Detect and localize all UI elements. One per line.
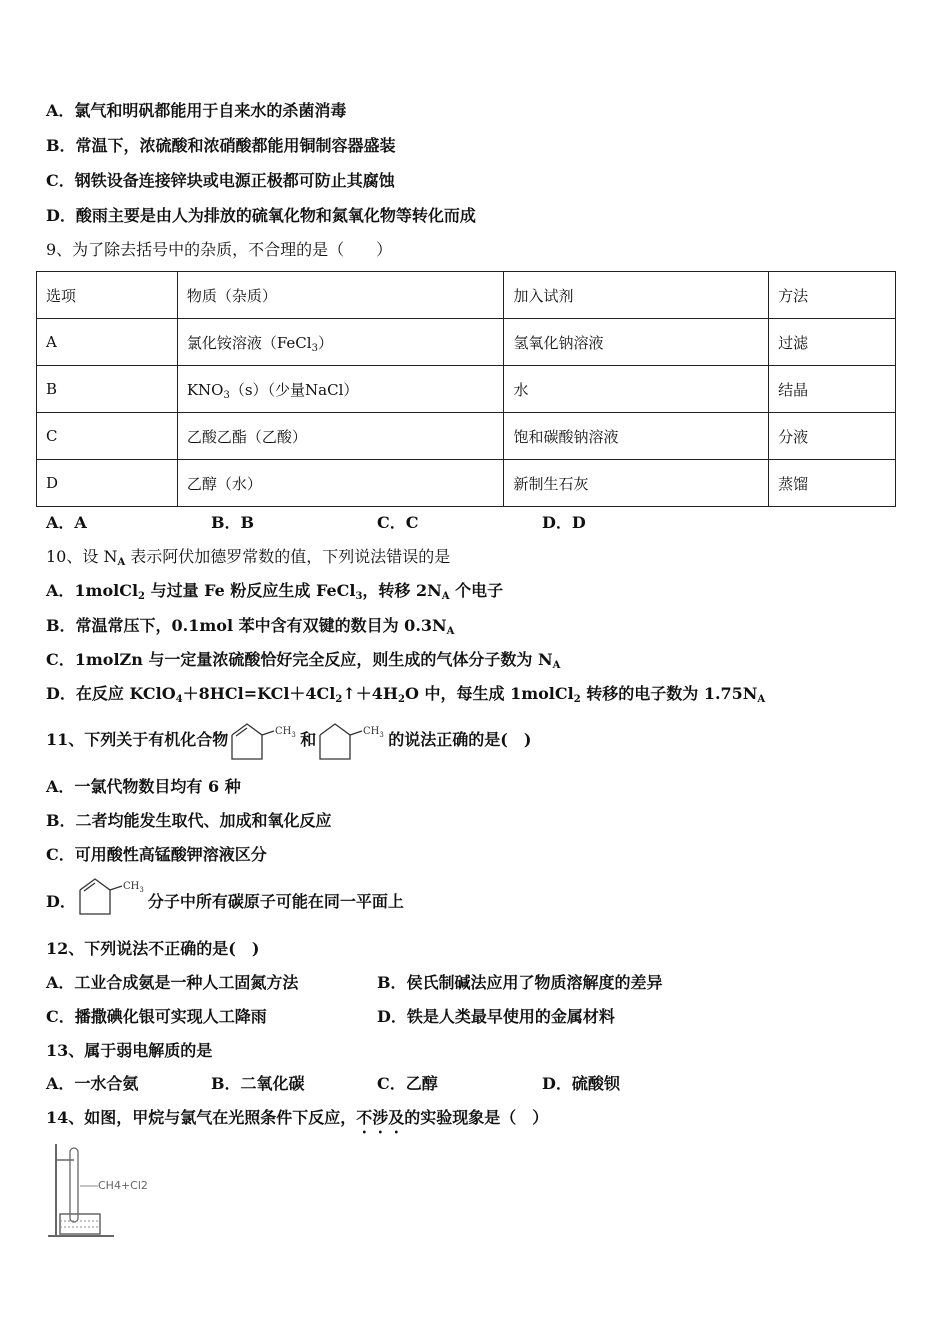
header-substance: 物质（杂质） <box>177 272 504 319</box>
svg-text:CH4+Cl2: CH4+Cl2 <box>98 1179 148 1192</box>
q9-choice-c: C．C <box>377 513 419 532</box>
table-row <box>37 319 896 366</box>
svg-text:CH3: $CH_3$ <box>275 725 297 739</box>
row-substance: 乙酸乙酯（乙酸） <box>177 413 504 460</box>
header-option: 选项 <box>37 272 178 319</box>
q8-option-b: B．常温下，浓硫酸和浓硝酸都能用铜制容器盛装 <box>46 136 396 155</box>
emphasis-not-involved: 不涉及 <box>356 1108 405 1127</box>
q12-option-d: D．铁是人类最早使用的金属材料 <box>377 1007 615 1026</box>
q9-choice-a: A．A <box>46 513 87 532</box>
row-reagent: 饱和碳酸钠溶液 <box>504 413 769 460</box>
row-method: 分液 <box>769 413 896 460</box>
methylcyclopentene-structure <box>76 876 148 916</box>
q10-option-a: A．1molCl$_2$ 与过量 Fe 粉反应生成 FeCl$_3$，转移 $2N_A$ 个电子 <box>46 581 504 602</box>
q13-choice-c: C．乙醇 <box>377 1074 438 1093</box>
q12-option-b: B．侯氏制碱法应用了物质溶解度的差异 <box>377 973 663 992</box>
row-substance: 氯化铵溶液（FeCl$_3$） <box>177 319 504 366</box>
row-option: B <box>37 366 178 413</box>
q12-row-2 <box>46 1007 906 1027</box>
q13-choice-b: B．二氧化碳 <box>211 1074 305 1093</box>
q13-choice-a: A．一水合氨 <box>46 1074 139 1093</box>
q9-choice-d: D．D <box>542 513 586 532</box>
q12-row-1 <box>46 973 906 993</box>
q9-choice-b: B．B <box>211 513 255 532</box>
q14-stem: 14、如图，甲烷与氯气在光照条件下反应，不涉及的实验现象是（ ） <box>46 1108 549 1127</box>
q11-stem: 11、下列关于有机化合物 $CH_3$ 和 $CH_3$ 的说法正确的是( ) <box>46 720 531 760</box>
row-substance: $KNO_3(s)$（少量NaCl） <box>177 366 504 413</box>
table-row <box>37 460 896 507</box>
q11-option-b: B．二者均能发生取代、加成和氧化反应 <box>46 811 332 830</box>
q8-option-c: C．钢铁设备连接锌块或电源正极都可防止其腐蚀 <box>46 171 395 190</box>
row-reagent: 新制生石灰 <box>504 460 769 507</box>
q12-option-a: A．工业合成氨是一种人工固氮方法 <box>46 973 299 992</box>
row-substance: 乙醇（水） <box>177 460 504 507</box>
header-reagent: 加入试剂 <box>504 272 769 319</box>
q8-option-d: D．酸雨主要是由人为排放的硫氧化物和氮氧化物等转化而成 <box>46 206 476 225</box>
row-reagent: 氢氧化钠溶液 <box>504 319 769 366</box>
row-option: D <box>37 460 178 507</box>
svg-text:CH3: $CH_3$ <box>122 881 144 894</box>
q13-stem: 13、属于弱电解质的是 <box>46 1041 213 1060</box>
q11-option-c: C．可用酸性高锰酸钾溶液区分 <box>46 845 267 864</box>
q9-table <box>36 271 896 507</box>
q8-option-a: A．氯气和明矾都能用于自来水的杀菌消毒 <box>46 101 347 120</box>
header-method: 方法 <box>769 272 896 319</box>
q10-stem: 10、设 $N_A$ 表示阿伏加德罗常数的值，下列说法错误的是 <box>46 547 451 568</box>
row-method: 蒸馏 <box>769 460 896 507</box>
row-method: 结晶 <box>769 366 896 413</box>
row-method: 过滤 <box>769 319 896 366</box>
row-reagent: 水 <box>504 366 769 413</box>
q11-option-d: D． $CH_3$ 分子中所有碳原子可能在同一平面上 <box>46 876 404 916</box>
methylcyclopentane-structure <box>316 721 388 761</box>
q10-option-d: D．在反应 $KClO_4+8HCl=KCl+4Cl_2↑+4H_2O$ 中，每生成 1molCl$_2$ 转移的电子数为 $1.75N_A$ <box>46 684 766 705</box>
q10-option-c: C．1molZn 与一定量浓硫酸恰好完全反应，则生成的气体分子数为 $N_A$ <box>46 650 561 671</box>
methylcyclopentene-structure <box>228 721 300 761</box>
q12-stem: 12、下列说法不正确的是( ) <box>46 939 260 958</box>
q12-option-c: C．播撒碘化银可实现人工降雨 <box>46 1007 267 1026</box>
table-header-row <box>37 272 896 319</box>
experiment-apparatus-figure <box>44 1138 156 1240</box>
svg-text:CH3: $CH_3$ <box>363 725 385 739</box>
q11-option-a: A．一氯代物数目均有 6 种 <box>46 777 241 796</box>
q13-choice-d: D．硫酸钡 <box>542 1074 620 1093</box>
q9-stem: 9、为了除去括号中的杂质，不合理的是（ ） <box>46 240 393 259</box>
row-option: C <box>37 413 178 460</box>
table-row <box>37 366 896 413</box>
row-option: A <box>37 319 178 366</box>
table-row <box>37 413 896 460</box>
q10-option-b: B．常温常压下，0.1mol 苯中含有双键的数目为 $0.3N_A$ <box>46 616 455 637</box>
